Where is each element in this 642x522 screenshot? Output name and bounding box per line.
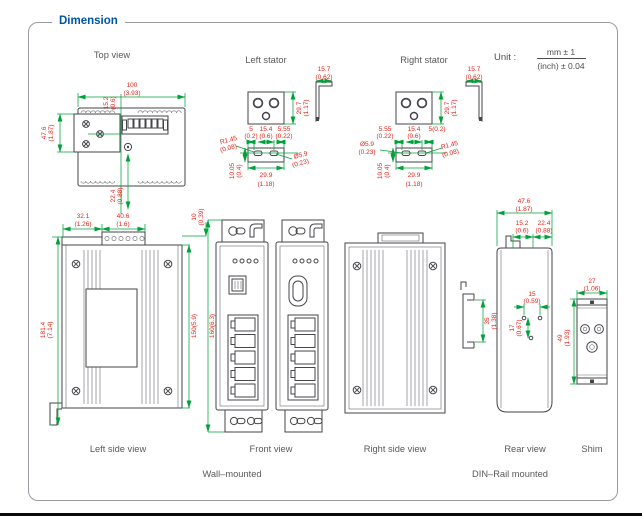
dim-rear-w-in: (1.87) bbox=[515, 206, 533, 213]
terminal-block bbox=[378, 233, 423, 243]
dim-top-bottom-in: (0.88) bbox=[117, 187, 124, 205]
dim-front-h: 160(6.3) bbox=[209, 313, 216, 339]
dim-rail-in: (1.38) bbox=[491, 312, 498, 330]
shim bbox=[557, 278, 607, 454]
dim-lstator-h-in: (1.17) bbox=[303, 99, 310, 117]
right-side-view-label: Right side view bbox=[363, 444, 427, 454]
dim-rstator-m-in: (0.6) bbox=[407, 133, 421, 140]
unit-note bbox=[494, 47, 586, 71]
dim-lstator-c-mm: 5.55 bbox=[277, 126, 291, 133]
dim-shim-w-in: (1.06) bbox=[583, 285, 601, 293]
front-view-1 bbox=[216, 220, 268, 432]
dim-lside-c-in: (0.39) bbox=[198, 208, 205, 226]
dim-rstator-h-mm: 29.7 bbox=[444, 101, 451, 115]
dim-lstator-m-mm: 15.4 bbox=[259, 126, 273, 133]
dim-rear-a-in: (0.6) bbox=[515, 227, 529, 235]
left-side-body bbox=[50, 232, 182, 425]
right-stator-bottom-view bbox=[388, 148, 446, 162]
dim-rstator-c: 5(0.2) bbox=[428, 126, 446, 133]
shim-label: Shim bbox=[581, 444, 603, 454]
dim-rstator-h-in: (1.17) bbox=[451, 99, 458, 117]
rear-view bbox=[461, 198, 552, 479]
dim-lstator-t-in: (0.62) bbox=[315, 74, 333, 81]
dim-lstator-m-in: (0.6) bbox=[259, 133, 273, 140]
dim-lside-c-mm: 10 bbox=[191, 213, 198, 221]
dim-lside-b-mm: 40.6 bbox=[116, 213, 130, 220]
left-side-view bbox=[40, 209, 206, 454]
left-side-view-label: Left side view bbox=[89, 444, 147, 454]
dim-lstator-v-mm: 10.05 bbox=[229, 162, 236, 180]
front-view-label: Front view bbox=[249, 444, 293, 454]
dim-rear-p-mm: 15 bbox=[528, 291, 536, 298]
left-stator-bracket bbox=[316, 82, 332, 121]
dim-rstator-t-in: (0.62) bbox=[465, 74, 483, 81]
dim-lside-h2: 150(5.9) bbox=[191, 313, 198, 339]
dim-rstator-v-mm: 10.05 bbox=[377, 162, 384, 180]
dim-rear-b-mm: 22.4 bbox=[537, 220, 551, 227]
din-rail-mounted-label: DIN–Rail mounted bbox=[472, 469, 548, 479]
dim-lstator-h-mm: 29.7 bbox=[296, 101, 303, 115]
dim-top-offset-in: (0.6) bbox=[110, 96, 117, 110]
dim-lside-a-in: (1.26) bbox=[74, 221, 92, 228]
page-divider bbox=[0, 513, 642, 516]
front-view-2 bbox=[276, 220, 328, 432]
dim-rstator-w-mm: 29.9 bbox=[407, 172, 421, 179]
dim-lstator-w-mm: 29.9 bbox=[259, 172, 273, 179]
dim-rstator-t-mm: 15.7 bbox=[467, 66, 481, 73]
unit-inch: (inch) ± 0.04 bbox=[537, 61, 585, 71]
dim-lside-b-in: (1.6) bbox=[116, 221, 130, 228]
wall-mounted-label: Wall–mounted bbox=[202, 469, 262, 479]
dim-shim-w-mm: 27 bbox=[588, 278, 596, 285]
dim-top-width-in: (3.93) bbox=[123, 90, 141, 97]
rear-view-label: Rear view bbox=[504, 444, 546, 454]
dim-top-offset-mm: 15.2 bbox=[103, 96, 110, 110]
right-stator-label: Right stator bbox=[400, 55, 448, 65]
dim-top-depth-mm: 47.6 bbox=[41, 126, 48, 140]
din-clip-foot bbox=[50, 403, 62, 425]
dim-top-bottom-mm: 22.4 bbox=[110, 189, 117, 203]
unit-label: Unit : bbox=[494, 52, 517, 63]
dim-lstator-r-mm: R1.45 bbox=[219, 134, 238, 147]
shim-body bbox=[577, 299, 607, 384]
left-stator-plate bbox=[248, 92, 284, 124]
dim-lstator-a-in: (0.2) bbox=[244, 133, 258, 140]
dim-lstator-v-in: (0.4) bbox=[236, 164, 243, 178]
terminal-block bbox=[122, 116, 168, 134]
dim-lstator-dia-mm: Ø5.9 bbox=[292, 150, 309, 161]
dim-rstator-a-mm: 5.55 bbox=[378, 126, 392, 133]
rear-body bbox=[497, 236, 552, 412]
dim-rear-b-in: (0.88) bbox=[535, 227, 553, 235]
dim-rear-w-mm: 47.6 bbox=[517, 198, 531, 205]
dim-rear-q-mm: 17 bbox=[509, 324, 516, 332]
dim-rear-p-in: (0.59) bbox=[523, 298, 541, 305]
dim-rail-mm: 35 bbox=[484, 317, 491, 325]
right-stator-plate bbox=[396, 92, 432, 124]
left-stator-label: Left stator bbox=[245, 55, 287, 65]
din-rail-profile bbox=[461, 282, 498, 348]
label-recess bbox=[86, 289, 137, 367]
top-view-body bbox=[74, 108, 185, 186]
right-stator-bracket bbox=[466, 82, 482, 121]
dim-lstator-dia-in: (0.23) bbox=[291, 157, 310, 170]
dim-rstator-w-in: (1.18) bbox=[405, 181, 423, 188]
right-side-view bbox=[345, 233, 445, 454]
dim-rstator-dia-mm: Ø5.9 bbox=[359, 141, 375, 148]
dim-lside-h-in: (7.14) bbox=[47, 321, 54, 339]
dim-rstator-a-in: (0.22) bbox=[376, 133, 394, 140]
top-view bbox=[41, 50, 185, 214]
front-views bbox=[202, 220, 328, 479]
top-view-label: Top view bbox=[93, 50, 131, 60]
dim-lstator-c-in: (0.22) bbox=[275, 133, 293, 140]
dim-lstator-a-mm: 5 bbox=[249, 126, 253, 133]
left-stator bbox=[219, 55, 332, 188]
section-title: Dimension bbox=[52, 15, 125, 27]
dim-rstator-v-in: (0.4) bbox=[384, 164, 391, 178]
dim-lstator-w-in: (1.18) bbox=[257, 181, 275, 188]
dim-rstator-m-mm: 15.4 bbox=[407, 126, 421, 133]
dim-lstator-r-in: (0.08) bbox=[219, 142, 238, 155]
dim-lstator-t-mm: 15.7 bbox=[317, 66, 331, 73]
unit-mm: mm ± 1 bbox=[546, 47, 576, 57]
dim-lside-a-mm: 32.1 bbox=[76, 213, 90, 220]
dim-rstator-dia-in: (0.23) bbox=[358, 149, 376, 156]
right-stator bbox=[359, 55, 483, 188]
dim-top-depth-in: (1.87) bbox=[48, 124, 55, 142]
dim-rear-a-mm: 15.2 bbox=[515, 220, 529, 227]
dim-shim-h-in: (1.93) bbox=[564, 329, 571, 347]
dim-shim-h-mm: 49 bbox=[557, 334, 564, 342]
dim-rstator-r-mm: R1.45 bbox=[440, 139, 459, 152]
dim-lside-h-mm: 181.4 bbox=[40, 321, 47, 339]
dim-rear-q-in: (0.67) bbox=[516, 319, 523, 337]
dim-top-width-mm: 100 bbox=[126, 82, 138, 89]
dim-rstator-r-in: (0.08) bbox=[441, 147, 460, 160]
